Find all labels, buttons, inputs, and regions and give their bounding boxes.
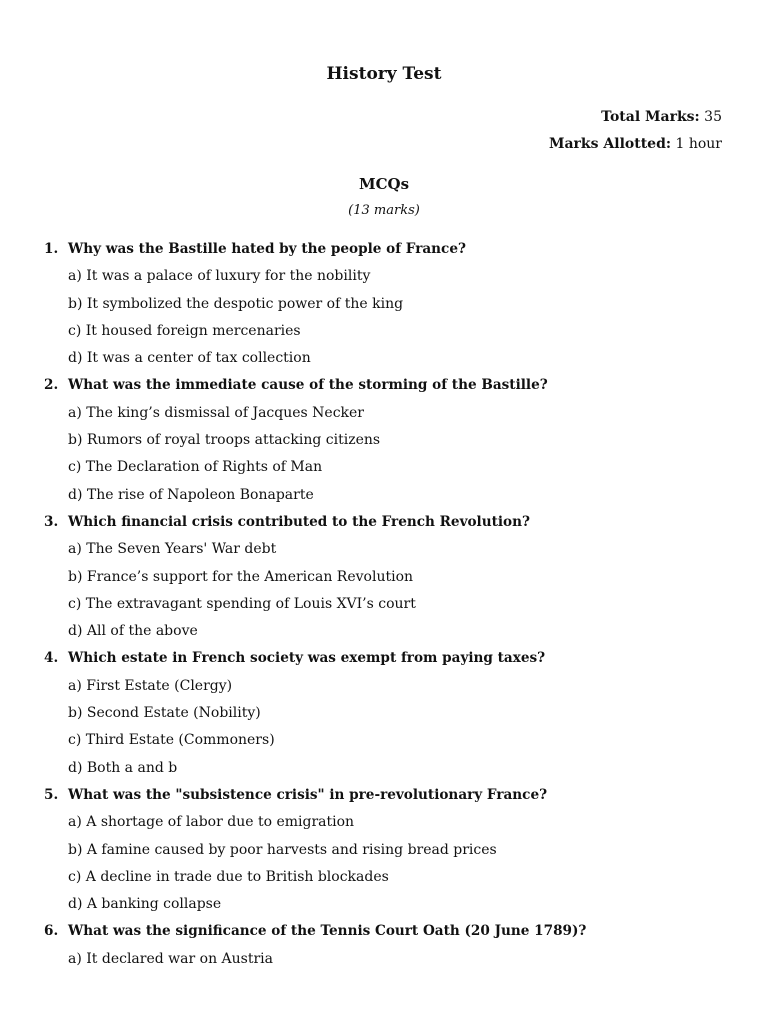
question-text: Which estate in French society was exempt from paying taxes? bbox=[68, 650, 546, 667]
question-item bbox=[44, 372, 744, 508]
section-subtitle: (13 marks) bbox=[348, 203, 420, 218]
question-number: 4. bbox=[44, 650, 59, 667]
question-text-line bbox=[44, 918, 744, 945]
total-marks-value: 35 bbox=[704, 109, 722, 125]
question-item bbox=[44, 782, 744, 918]
answer-option: d) All of the above bbox=[68, 623, 198, 640]
answer-option: b) France’s support for the American Revolution bbox=[68, 568, 414, 585]
answer-option: c) It housed foreign mercenaries bbox=[68, 322, 301, 339]
question-text-line bbox=[44, 509, 744, 536]
question-text-line bbox=[44, 782, 744, 809]
answer-option: b) A famine caused by poor harvests and rising bread prices bbox=[68, 841, 497, 858]
answer-option: c) A decline in trade due to British blockades bbox=[68, 868, 389, 885]
question-text-line bbox=[44, 645, 744, 672]
question-number: 5. bbox=[44, 786, 59, 803]
answer-option: c) The extravagant spending of Louis XVI’s court bbox=[68, 595, 416, 612]
question-text-line bbox=[44, 372, 744, 399]
answer-option: a) It declared war on Austria bbox=[68, 950, 273, 967]
question-text: Why was the Bastille hated by the people of France? bbox=[68, 241, 466, 257]
answer-option: a) First Estate (Clergy) bbox=[68, 677, 233, 694]
answer-option: a) The Seven Years' War debt bbox=[68, 541, 277, 558]
question-item bbox=[44, 645, 744, 781]
question-item bbox=[44, 509, 744, 645]
answer-option: b) Second Estate (Nobility) bbox=[68, 705, 261, 722]
answer-option: d) It was a center of tax collection bbox=[68, 350, 311, 367]
question-number: 1. bbox=[44, 241, 59, 257]
answer-option: d) The rise of Napoleon Bonaparte bbox=[68, 486, 314, 503]
question-text: Which financial crisis contributed to the French Revolution? bbox=[68, 513, 530, 530]
answer-option: d) Both a and b bbox=[68, 759, 178, 776]
answer-option: a) The king’s dismissal of Jacques Necker bbox=[68, 404, 364, 421]
question-number: 3. bbox=[44, 513, 59, 530]
marks-allotted-value: 1 hour bbox=[675, 136, 722, 152]
total-marks bbox=[601, 109, 722, 125]
section-title: MCQs bbox=[358, 175, 410, 193]
question-number: 6. bbox=[44, 923, 59, 940]
answer-option: a) It was a palace of luxury for the nobility bbox=[68, 268, 371, 285]
answer-option: a) A shortage of labor due to emigration bbox=[68, 814, 355, 831]
page-title: History Test bbox=[326, 64, 442, 84]
total-marks-label: Total Marks: bbox=[601, 109, 700, 125]
answer-option: c) The Declaration of Rights of Man bbox=[68, 459, 323, 476]
answer-option: d) A banking collapse bbox=[68, 896, 222, 913]
answer-option: c) Third Estate (Commoners) bbox=[68, 732, 275, 749]
answer-option: b) It symbolized the despotic power of the king bbox=[68, 295, 404, 312]
question-item bbox=[44, 918, 744, 973]
answer-option: b) Rumors of royal troops attacking citizens bbox=[68, 432, 381, 449]
question-text: What was the "subsistence crisis" in pre-revolutionary France? bbox=[68, 786, 548, 803]
question-text: What was the significance of the Tennis Court Oath (20 June 1789)? bbox=[68, 923, 587, 940]
marks-allotted-label: Marks Allotted: bbox=[548, 136, 672, 152]
question-number: 2. bbox=[44, 377, 59, 394]
question-item bbox=[44, 236, 744, 372]
question-text-line bbox=[44, 236, 744, 263]
question-list bbox=[44, 236, 744, 973]
marks-allotted bbox=[549, 136, 722, 152]
question-text: What was the immediate cause of the storming of the Bastille? bbox=[68, 377, 548, 394]
